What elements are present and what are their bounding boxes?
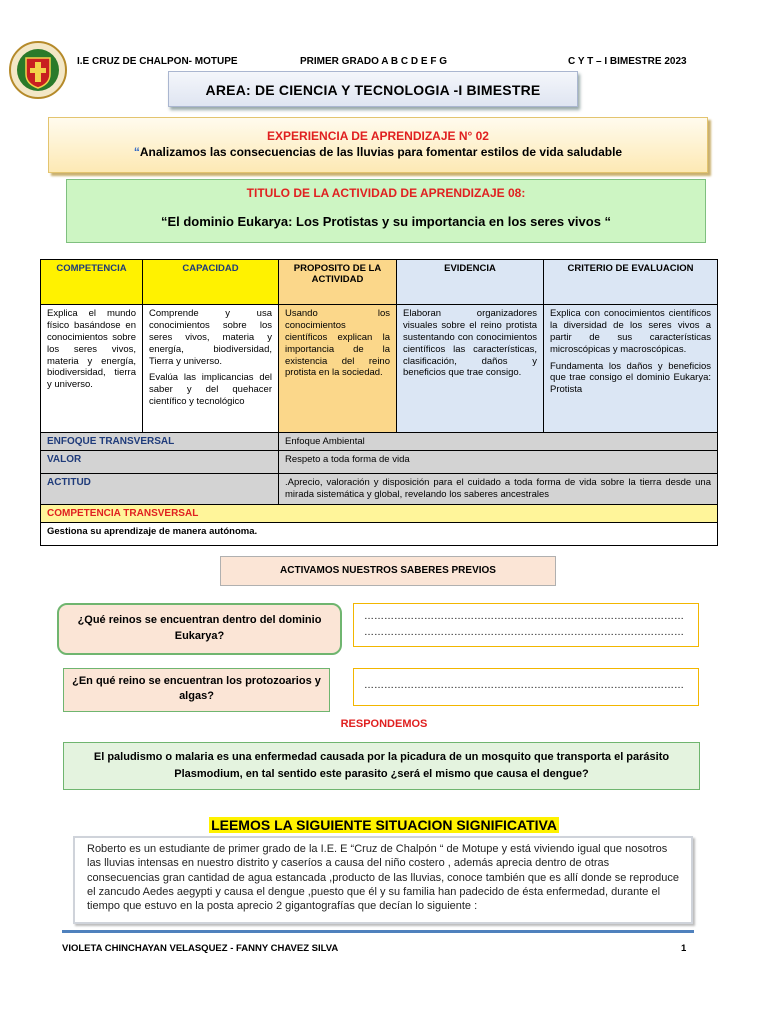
table-header-row — [41, 260, 718, 305]
saberes-title-box — [220, 556, 556, 586]
saberes-title: ACTIVAMOS NUESTROS SABERES PREVIOS — [280, 565, 496, 576]
actividad-title: TITULO DE LA ACTIVIDAD DE APRENDIZAJE 08: — [246, 186, 526, 200]
footer-authors: VIOLETA CHINCHAYAN VELASQUEZ - FANNY CHAVEZ SILVA — [62, 943, 339, 954]
answer-1-box[interactable] — [353, 603, 699, 647]
actitud-row — [41, 474, 718, 505]
page-number: 1 — [681, 943, 687, 954]
actividad-subtitle: “El dominio Eukarya: Los Protistas y su importancia en los seres vivos “ — [160, 214, 612, 229]
situacion-title-text: LEEMOS LA SIGUIENTE SITUACION SIGNIFICATIVA — [211, 817, 557, 833]
answer-1-line-1: …………………………………………………………………………………… — [364, 611, 684, 622]
proposito-cell: Usando los conocimientos científicos explican la importancia de la existencia del reino protista en la sociedad. — [279, 305, 397, 433]
planning-table — [40, 259, 718, 546]
valor-label: VALOR — [41, 451, 279, 474]
enfoque-row — [41, 433, 718, 451]
comp-trans-label: COMPETENCIA TRANSVERSAL — [41, 504, 718, 522]
situacion-title — [0, 817, 768, 833]
header-evidencia: EVIDENCIA — [397, 260, 544, 305]
actitud-value: .Aprecio, valoración y disposición para el cuidado a toda forma de vida sobre la tierra desde una mirada sistemática y global, revelando los saberes ancestrales — [279, 474, 718, 505]
question-1: ¿Qué reinos se encuentran dentro del dominio Eukarya? — [57, 603, 342, 655]
respondemos-title: RESPONDEMOS — [340, 718, 428, 730]
evidencia-cell: Elaboran organizadores visuales sobre el reino protista sustentando con conocimientos científicos las características, clasificación, daños y beneficios que trae consigo. — [397, 305, 544, 433]
capacidad-1: Comprende y usa conocimientos sobre los seres vivos, materia y energía, biodiversidad, Tierra y universo. — [149, 308, 272, 367]
enfoque-value: Enfoque Ambiental — [279, 433, 718, 451]
answer-2-box[interactable] — [353, 668, 699, 706]
quote-mark: “ — [133, 145, 140, 159]
header-proposito: PROPOSITO DE LA ACTIVIDAD — [279, 260, 397, 305]
enfoque-label: ENFOQUE TRANSVERSAL — [41, 433, 279, 451]
header-capacidad: CAPACIDAD — [143, 260, 279, 305]
experiencia-title: EXPERIENCIA DE APRENDIZAJE N° 02 — [267, 129, 489, 143]
criterio-2: Fundamenta los daños y beneficios que trae consigo el dominio Eukarya: Protista — [550, 360, 711, 396]
valor-value: Respeto a toda forma de vida — [279, 451, 718, 474]
header-competencia: COMPETENCIA — [41, 260, 143, 305]
answer-1-line-2: …………………………………………………………………………………… — [364, 627, 684, 638]
period-label: C Y T – I BIMESTRE 2023 — [568, 56, 687, 67]
situacion-text: Roberto es un estudiante de primer grado de la I.E. E “Cruz de Chalpón “ de Motupe y está viviendo igual que nosotros las lluvias intensas en nuestro distrito y caseríos a causa del niño costero , además aprecia dentro de otras consecuencias gran cantidad de agua estancada ,producto de las lluvias, conoce también que es allí donde se reproduce el zancudo Aedes aegypti y causa el dengue ,puesto que él y su familia han padecido de ésta enfermedad, durante el tiempo que estuvo en la posta aprecio 2 gigantografías que decían lo siguiente : — [73, 836, 693, 924]
comp-trans-row — [41, 504, 718, 522]
footer-divider — [62, 930, 694, 933]
experiencia-subtitle — [49, 145, 707, 159]
criterio-1: Explica con conocimientos científicos la diversidad de los seres vivos a partir de sus características microscópicas y macroscópicas. — [550, 308, 711, 355]
comp-trans-value-row — [41, 522, 718, 545]
grade-label: PRIMER GRADO A B C D E F G — [300, 56, 448, 67]
area-title-box — [168, 71, 578, 107]
valor-row — [41, 451, 718, 474]
experiencia-subtitle-text: Analizamos las consecuencias de las lluvias para fomentar estilos de vida saludable — [139, 145, 623, 159]
header-criterio: CRITERIO DE EVALUACION — [544, 260, 718, 305]
criterio-cell — [544, 305, 718, 433]
capacidad-2: Evalúa las implicancias del saber y del quehacer científico y tecnológico — [149, 372, 272, 408]
capacidad-cell — [143, 305, 279, 433]
competencia-cell: Explica el mundo físico basándose en conocimientos sobre los seres vivos, materia y energía, biodiversidad, tierra y universo. — [41, 305, 143, 433]
actitud-label: ACTITUD — [41, 474, 279, 505]
table-content-row — [41, 305, 718, 433]
question-2: ¿En qué reino se encuentran los protozoarios y algas? — [63, 668, 330, 712]
area-title: AREA: DE CIENCIA Y TECNOLOGIA -I BIMESTRE — [205, 82, 541, 98]
experiencia-box — [48, 117, 708, 173]
comp-trans-value: Gestiona su aprendizaje de manera autónoma. — [41, 522, 718, 545]
actividad-box — [66, 179, 706, 243]
school-name: I.E CRUZ DE CHALPON- MOTUPE — [77, 56, 238, 67]
respondemos-question: El paludismo o malaria es una enfermedad causada por la picadura de un mosquito que transporta el parásito Plasmodium, en tal sentido este parasito ¿será el mismo que causa el dengue? — [63, 742, 700, 790]
school-logo — [8, 40, 68, 100]
answer-2-line-1: …………………………………………………………………………………… — [364, 680, 684, 691]
